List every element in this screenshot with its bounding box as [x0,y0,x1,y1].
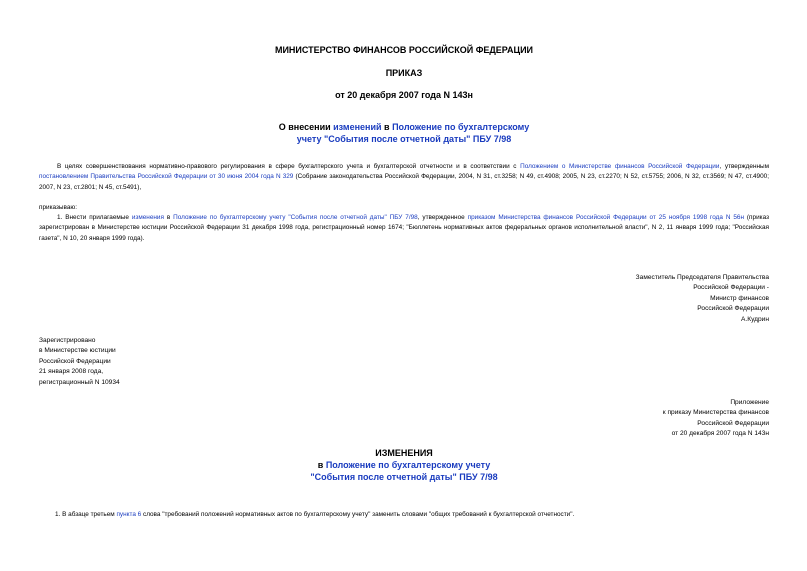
intro-text-1: В целях совершенствования нормативно-правового регулирования в сфере бухгалтерского учета и бухгалтерской отчетности и в соответствии с [57,163,521,170]
item1-text-2: в [163,214,174,221]
change1-text-2: слова "требований положений нормативных актов по бухгалтерскому учету" заменить словами "общих требований к бухгалтерской отчетности". [141,511,575,518]
intro-text-3: (Собрание законодательства Российской Федерации, 2004, N 31, ст.3258; N 49, ст.4908; 2005, N 23, ст.2270; N 52, ст.5755; 2006, N 32, ст.3569; N 47, ст.4900; 2007, N 23, ст.2801; N 45, ст.5491), [39,173,769,191]
doc-type-heading: ПРИКАЗ [385,68,423,78]
signature-line: Заместитель Председателя Правительства [635,274,769,281]
changes-heading [39,447,769,483]
change-1-paragraph [55,510,769,520]
intro-link-resolution[interactable]: постановлением Правительства Российской Федерации от 30 июня 2004 года N 329 [39,173,294,181]
intro-link-ministry-regulation[interactable]: Положением о Министерстве финансов Российской Федерации [520,163,720,170]
registration-line: 21 января 2008 года, [39,368,104,376]
item1-text-4: (приказ зарегистрирован в Министерстве юстиции Российской Федерации 31 декабря 1998 года, регистрационный номер 1674; "Бюллетень нормативных актов федеральных органов исполнительной власти", N 2, 11 января 1999 года; "Российская газета", N 10, 20 января 1999 года). [39,214,769,242]
changes-link-regulation-cont[interactable]: "События после отчетной даты" ПБУ 7/98 [310,472,498,482]
signature-block [636,273,769,325]
item1-link-changes[interactable]: изменения [131,214,164,221]
appendix-line: Российской Федерации [697,419,769,427]
changes-title: ИЗМЕНЕНИЯ [375,448,433,458]
item-1-paragraph [39,213,769,244]
change1-link-item6[interactable]: пункта 6 [116,511,142,518]
date-number-heading: от 20 декабря 2007 года N 143н [335,90,473,100]
item1-text-3: , утвержденное [417,214,468,221]
signature-line: А.Кудрин [741,315,769,323]
registration-line: регистрационный N 10934 [39,378,120,386]
subject-link-regulation-cont[interactable]: учету "События после отчетной даты" ПБУ 7/98 [296,134,512,144]
ministry-heading: МИНИСТЕРСТВО ФИНАНСОВ РОССИЙСКОЙ ФЕДЕРАЦИИ [274,45,534,55]
item1-link-order[interactable]: приказом Министерства финансов Российской Федерации от 25 ноября 1998 года N 56н [467,214,745,221]
intro-paragraph [39,162,769,193]
subject-heading [39,121,769,145]
order-word: приказываю: [39,204,77,211]
signature-line: Российской Федерации - [693,284,769,292]
appendix-line: к приказу Министерства финансов [662,409,769,417]
subject-link-regulation[interactable]: Положение по бухгалтерскому [392,122,530,132]
subject-link-changes[interactable]: изменений [333,122,382,132]
change1-text-1: 1. В абзаце третьем [55,511,117,518]
registration-block [39,336,120,388]
registration-line: в Министерстве юстиции [39,347,116,355]
item1-text-1: 1. Внести прилагаемые [57,214,132,221]
changes-prefix: в [317,460,326,470]
signature-line: Министр финансов [710,294,769,302]
appendix-block [663,398,769,440]
subject-mid: в [381,122,393,132]
intro-text-2: , утвержденным [719,163,769,170]
subject-prefix: О внесении [278,122,334,132]
signature-line: Российской Федерации [697,305,769,313]
registration-line: Российской Федерации [39,357,111,365]
changes-link-regulation[interactable]: Положение по бухгалтерскому учету [325,460,491,470]
appendix-line: Приложение [730,399,769,406]
appendix-line: от 20 декабря 2007 года N 143н [671,430,769,438]
item1-link-regulation[interactable]: Положение по бухгалтерскому учету "События после отчетной даты" ПБУ 7/98 [173,214,418,221]
registration-line: Зарегистрировано [39,337,96,344]
